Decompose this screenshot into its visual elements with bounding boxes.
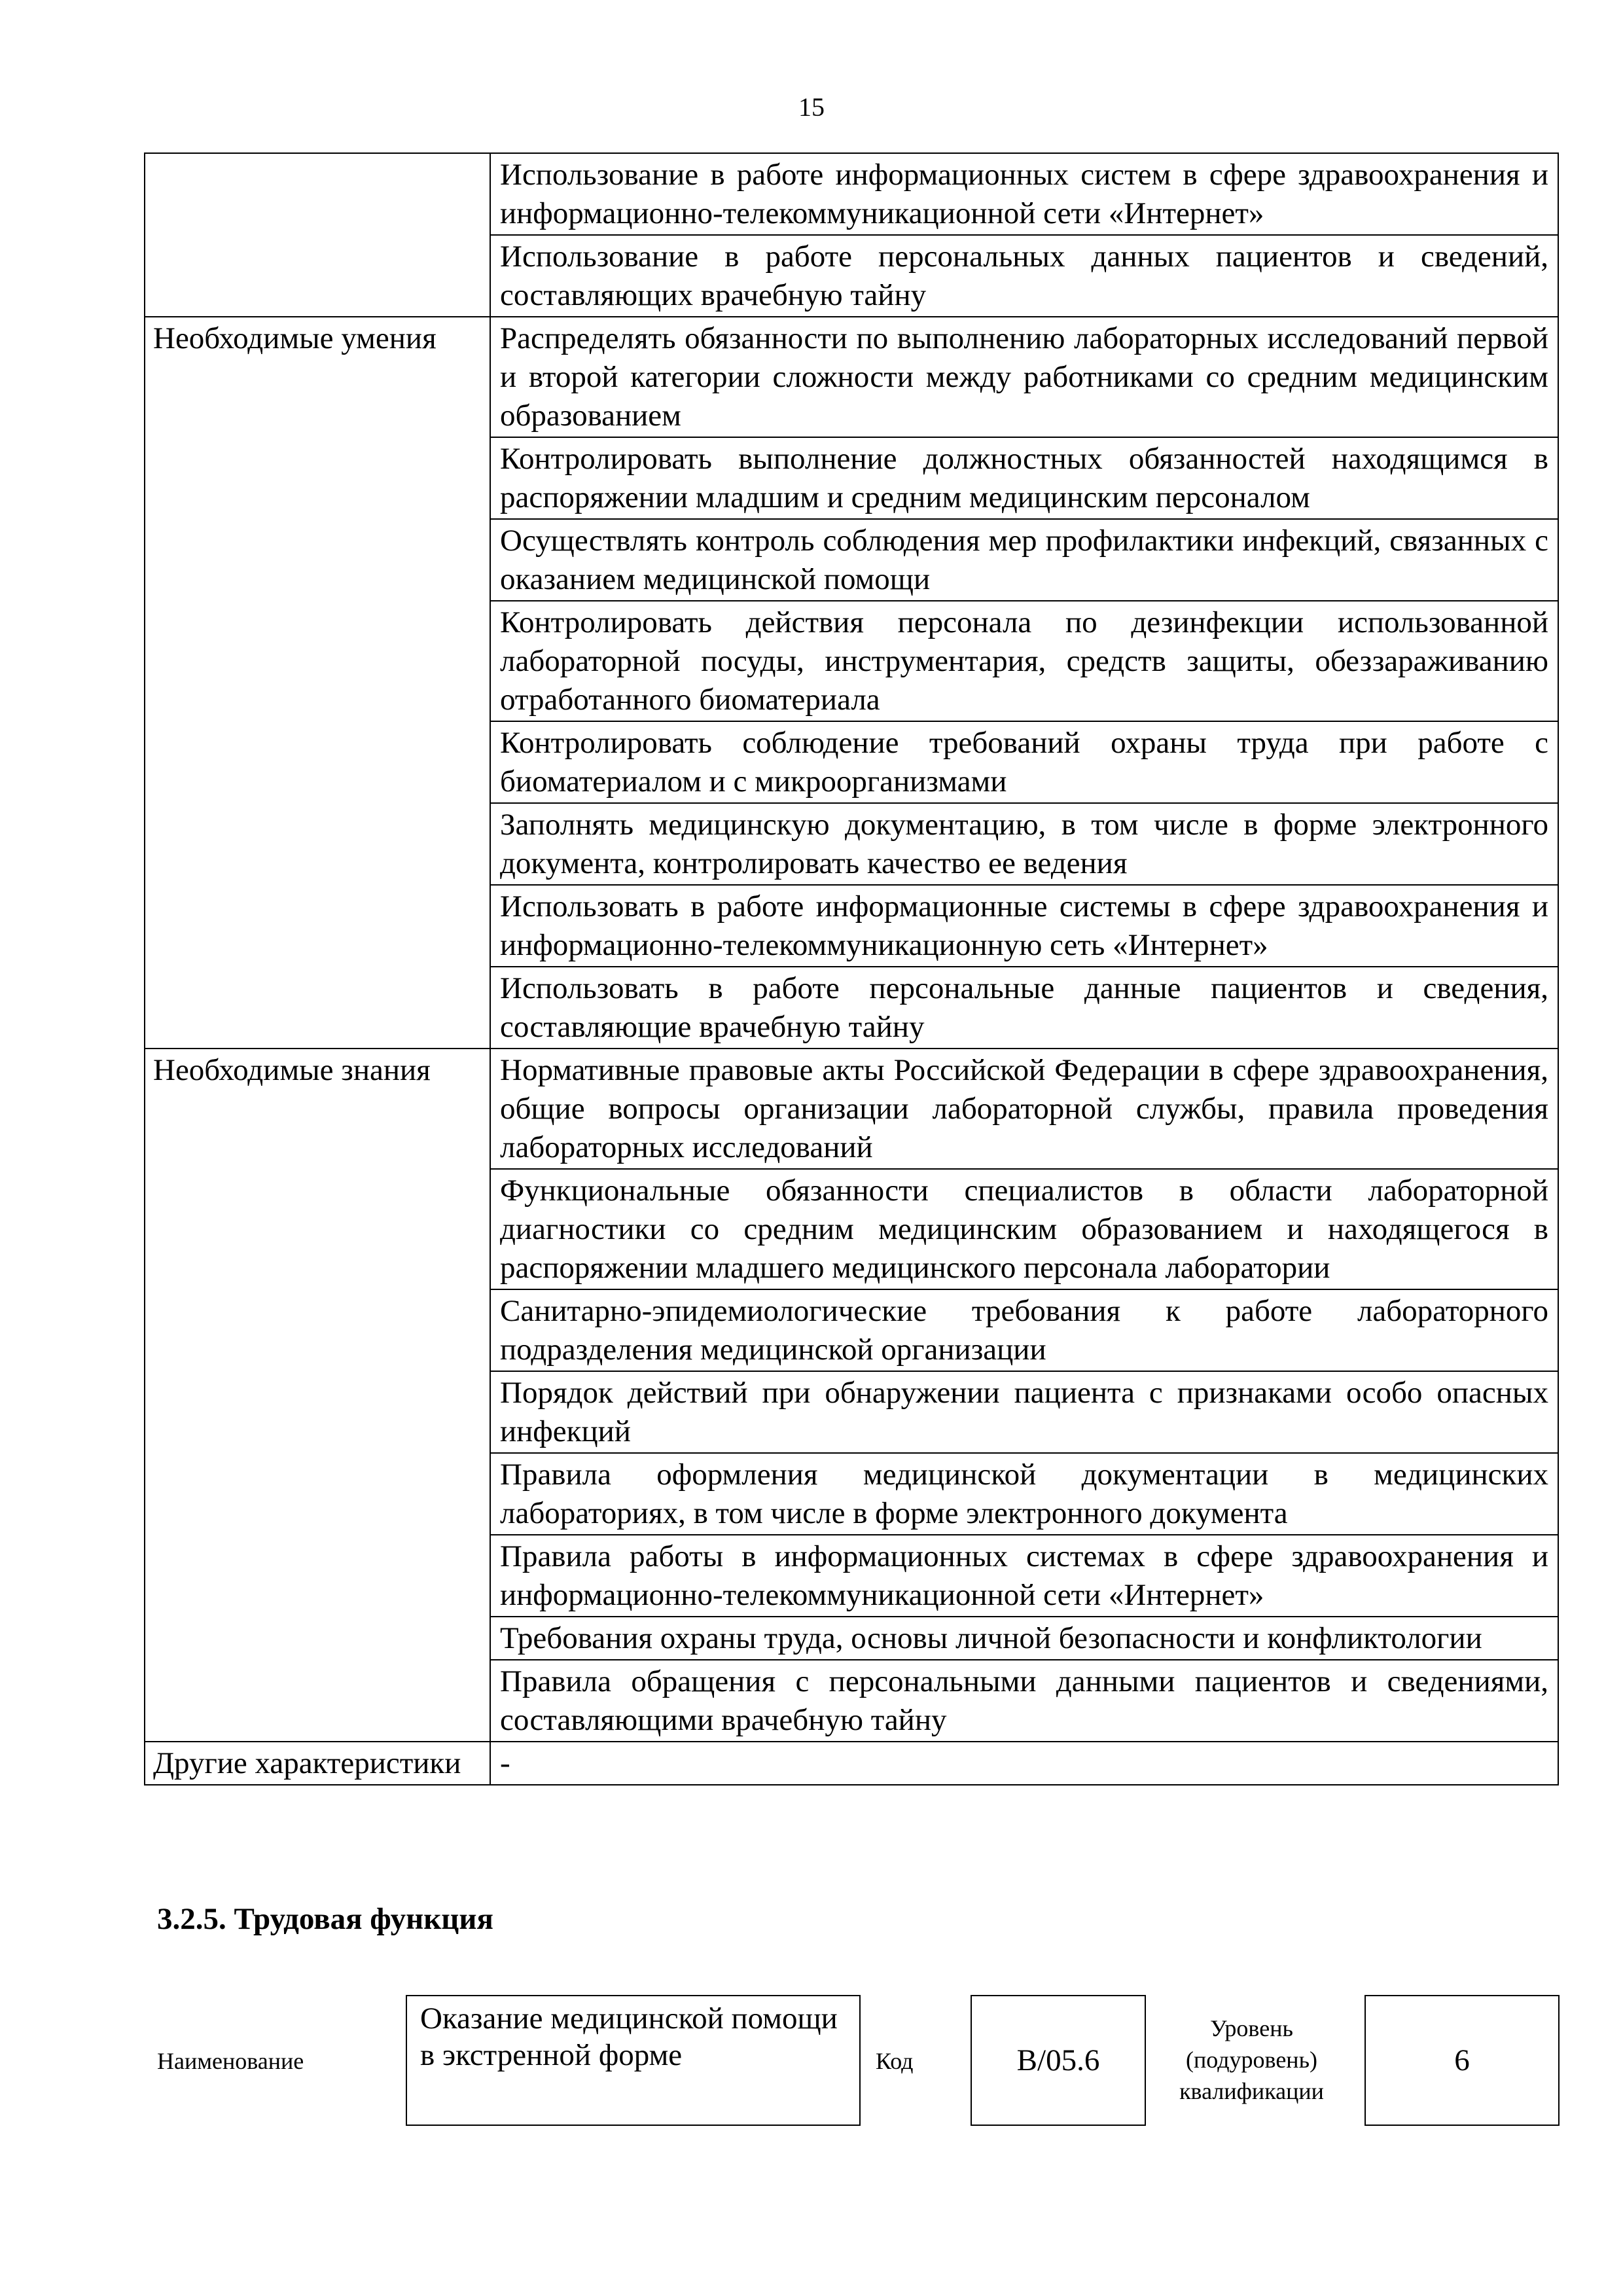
function-code-box: B/05.6 [971,1995,1146,2126]
function-code-label: Код [876,2048,914,2074]
knowledge-item: Требования охраны труда, основы личной безопасности и конфликтологии [490,1617,1558,1660]
skill-item: Распределять обязанности по выполнению лабораторных исследований первой и второй категории сложности между работниками со средним медицинским образованием [490,317,1558,437]
knowledge-item: Санитарно-эпидемиологические требования к работе лабораторного подразделения медицинской организации [490,1289,1558,1371]
skill-item: Использовать в работе информационные системы в сфере здравоохранения и информационно-телекоммуникационную сеть «Интернет» [490,885,1558,967]
qualification-level-box: 6 [1364,1995,1560,2126]
other-characteristics-label: Другие характеристики [145,1742,490,1785]
skill-item: Контролировать соблюдение требований охраны труда при работе с биоматериалом и с микроорганизмами [490,721,1558,803]
knowledge-item: Правила оформления медицинской документации в медицинских лабораториях, в том числе в форме электронного документа [490,1453,1558,1535]
table-cell: Использование в работе персональных данных пациентов и сведений, составляющих врачебную тайну [490,235,1558,317]
knowledge-item: Функциональные обязанности специалистов в области лабораторной диагностики со средним медицинским образованием и находящегося в распоряжении младшего медицинского персонала лаборатории [490,1169,1558,1289]
knowledge-item: Порядок действий при обнаружении пациента с признаками особо опасных инфекций [490,1371,1558,1453]
knowledge-label: Необходимые знания [145,1049,490,1742]
function-name-label: Наименование [157,2048,304,2074]
page-number: 15 [798,92,825,122]
skill-item: Использовать в работе персональные данные пациентов и сведения, составляющие врачебную тайну [490,967,1558,1049]
knowledge-item: Правила обращения с персональными данными пациентов и сведениями, составляющими врачебную тайну [490,1660,1558,1742]
skill-item: Контролировать выполнение должностных обязанностей находящимся в распоряжении младшим и средним медицинским персоналом [490,437,1558,519]
function-name-box: Оказание медицинской помощи в экстренной форме [406,1995,861,2126]
table-row [145,1742,1558,1785]
skill-item: Контролировать действия персонала по дезинфекции использованной лабораторной посуды, инструментария, средств защиты, обеззараживанию отработанного биоматериала [490,601,1558,721]
table-row [145,1049,1558,1169]
qualification-level-label: Уровень (подуровень) квалификации [1179,2015,1324,2104]
knowledge-item: Правила работы в информационных системах в сфере здравоохранения и информационно-телекоммуникационной сети «Интернет» [490,1535,1558,1617]
skill-item: Заполнять медицинскую документацию, в том числе в форме электронного документа, контролировать качество ее ведения [490,803,1558,885]
requirements-table [144,152,1559,1785]
section-heading: 3.2.5. Трудовая функция [157,1902,493,1936]
skill-item: Осуществлять контроль соблюдения мер профилактики инфекций, связанных с оказанием медицинской помощи [490,519,1558,601]
empty-label-cell [145,153,490,317]
skills-label: Необходимые умения [145,317,490,1049]
table-row [145,153,1558,235]
table-cell: Использование в работе информационных систем в сфере здравоохранения и информационно-телекоммуникационной сети «Интернет» [490,153,1558,235]
table-row [145,317,1558,437]
knowledge-item: Нормативные правовые акты Российской Федерации в сфере здравоохранения, общие вопросы организации лабораторной службы, правила проведения лабораторных исследований [490,1049,1558,1169]
other-characteristics-value: - [490,1742,1558,1785]
